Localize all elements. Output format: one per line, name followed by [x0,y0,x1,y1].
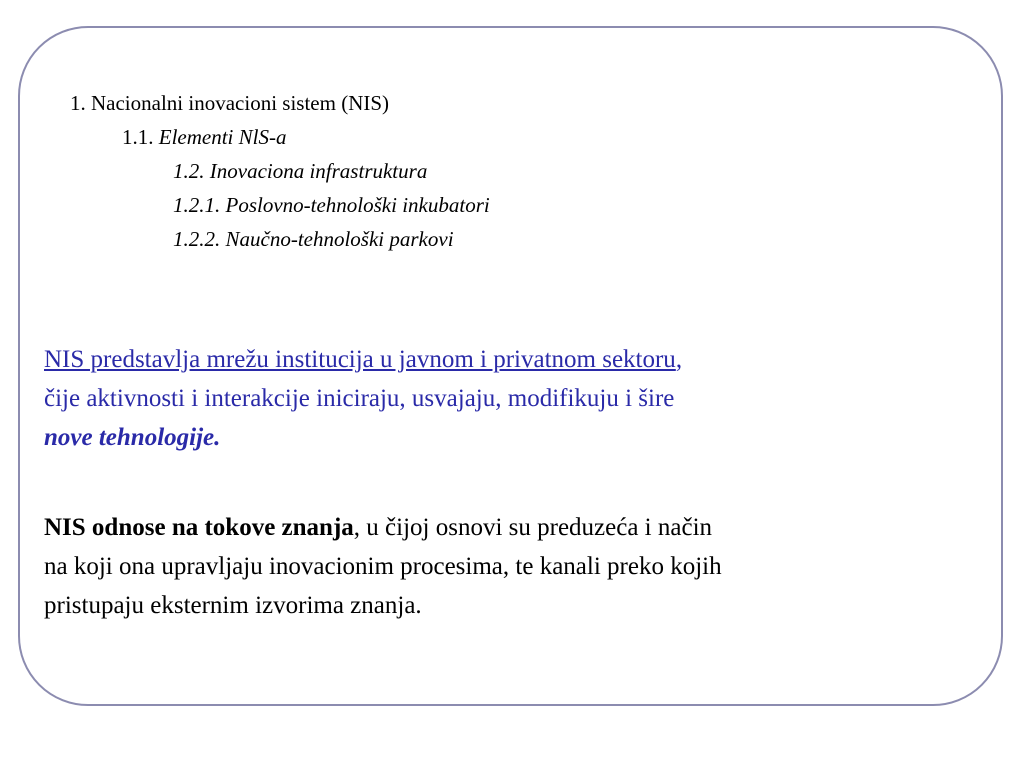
outline-item-1-2-2-text: 1.2.2. Naučno-tehnološki parkovi [173,227,454,251]
definition-highlight: NIS predstavlja mrežu institucija u javnom i privatnom sektoru [44,346,676,373]
outline-item-1-1-number: 1.1. [122,125,154,149]
definition-paragraph [44,340,994,457]
knowledge-line1-rest: , u čijoj osnovi su preduzeća i način [353,514,713,541]
outline-list [70,86,490,256]
outline-item-1-2-2 [173,222,490,256]
knowledge-paragraph [44,508,994,625]
outline-item-1-2-1 [173,188,490,222]
knowledge-line3: pristupaju eksternim izvorima znanja. [44,592,422,619]
outline-item-1-2 [173,154,490,188]
outline-item-1-2-text: 1.2. Inovaciona infrastruktura [173,159,428,183]
outline-item-1-text: 1. Nacionalni inovacioni sistem (NIS) [70,91,390,115]
definition-period: . [214,424,221,451]
outline-item-1-1-text: Elementi NlS-a [158,125,287,149]
knowledge-bold: NIS odnose na tokove znanja [44,514,354,541]
definition-comma: , [675,346,683,373]
definition-emphasis: nove tehnologije [44,424,215,451]
outline-item-1-2-1-text: 1.2.1. Poslovno-tehnološki inkubatori [173,193,490,217]
definition-rest: čije aktivnosti i interakcije iniciraju, usvajaju, modifikuju i šire [44,385,675,412]
outline-item-1 [70,86,490,120]
knowledge-line2: na koji ona upravljaju inovacionim procesima, te kanali preko kojih [44,553,722,580]
outline-item-1-1 [122,120,490,154]
